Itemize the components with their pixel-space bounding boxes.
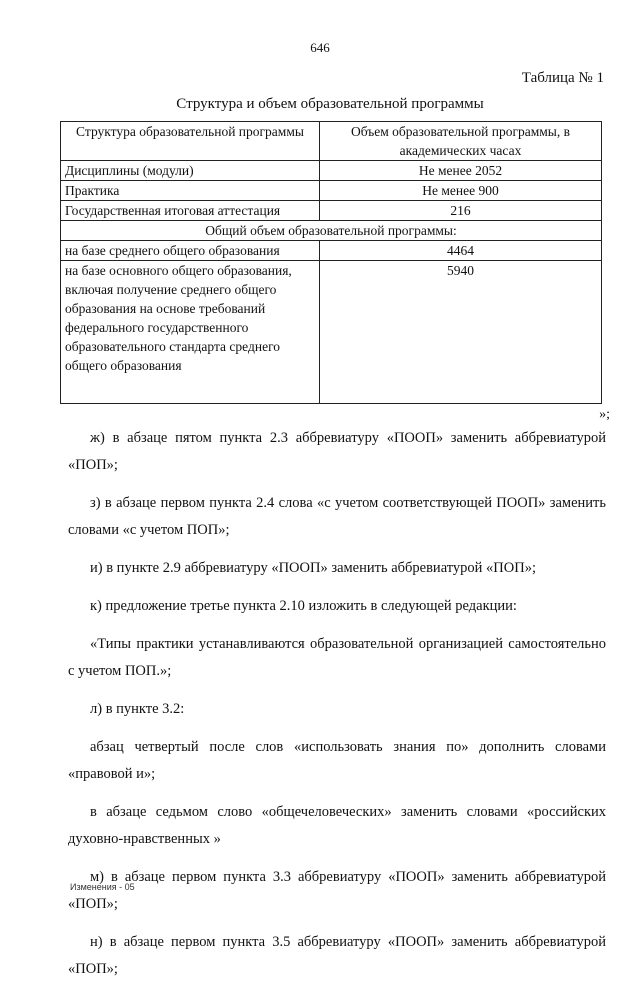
paragraph-l: л) в пункте 3.2: xyxy=(90,701,185,717)
header-structure: Структура образовательной программы xyxy=(61,122,320,161)
table-header-row xyxy=(61,122,602,161)
row-value: 5940 xyxy=(320,261,602,404)
total-header-row xyxy=(61,221,602,241)
paragraph-m: м) в абзаце первом пункта 3.3 аббревиатуру «ПООП» заменить аббревиатурой «ПОП»; xyxy=(68,869,606,912)
row-label: на базе среднего общего образования xyxy=(61,241,320,261)
row-value: 216 xyxy=(320,201,602,221)
paragraph-zh: ж) в абзаце пятом пункта 2.3 аббревиатуру «ПООП» заменить аббревиатурой «ПОП»; xyxy=(68,430,606,473)
row-value: Не менее 2052 xyxy=(320,161,602,181)
row-value: 4464 xyxy=(320,241,602,261)
paragraph-i: и) в пункте 2.9 аббревиатуру «ПООП» заменить аббревиатурой «ПОП»; xyxy=(90,560,536,576)
paragraph-l-4: абзац четвертый после слов «использовать знания по» дополнить словами «правовой и»; xyxy=(68,739,606,782)
page-number: 646 xyxy=(310,40,330,55)
table-row xyxy=(61,201,602,221)
paragraph-n: н) в абзаце первом пункта 3.5 аббревиатуру «ПООП» заменить аббревиатурой «ПОП»; xyxy=(68,934,606,977)
row-label: Дисциплины (модули) xyxy=(61,161,320,181)
paragraph-k-quote: «Типы практики устанавливаются образовательной организацией самостоятельно с учетом ПОП.»; xyxy=(68,636,606,679)
table-title: Структура и объем образовательной программы xyxy=(176,96,484,112)
table-row xyxy=(61,261,602,404)
paragraph-k: к) предложение третье пункта 2.10 изложить в следующей редакции: xyxy=(90,598,517,614)
table-label: Таблица № 1 xyxy=(521,70,604,86)
row-label: Государственная итоговая аттестация xyxy=(61,201,320,221)
paragraph-l-7: в абзаце седьмом слово «общечеловеческих» заменить словами «российских духовно-нравственных » xyxy=(68,804,606,847)
row-label: на базе основного общего образования, включая получение среднего общего образования на основе требований федерального государственного образовательного стандарта среднего общего образования xyxy=(61,261,320,404)
amendment-text xyxy=(68,425,606,983)
row-value: Не менее 900 xyxy=(320,181,602,201)
table-row xyxy=(61,161,602,181)
page-footer: Изменения - 05 xyxy=(70,882,135,892)
row-label: Практика xyxy=(61,181,320,201)
table-row xyxy=(61,181,602,201)
program-structure-table xyxy=(60,121,602,404)
table-closing-quote: »; xyxy=(599,407,610,422)
table-row xyxy=(61,241,602,261)
paragraph-z: з) в абзаце первом пункта 2.4 слова «с учетом соответствующей ПООП» заменить словами «с учетом ПОП»; xyxy=(68,495,606,538)
header-volume: Объем образовательной программы, в академических часах xyxy=(320,122,602,161)
total-header: Общий объем образовательной программы: xyxy=(61,221,602,241)
